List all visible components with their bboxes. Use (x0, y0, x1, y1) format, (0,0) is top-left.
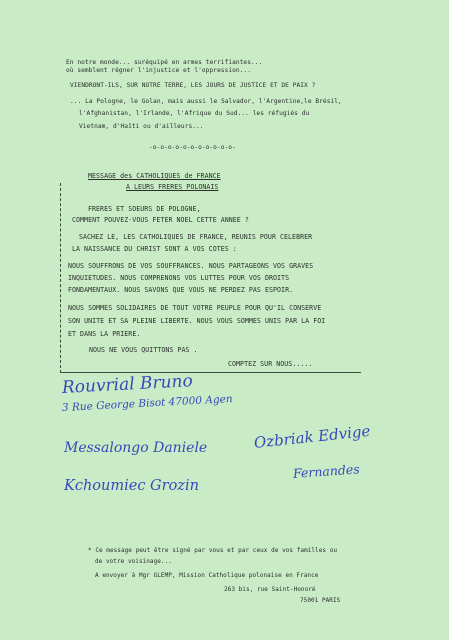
intro-line-1: En notre monde... suréquipé en armes terrifiantes... (66, 59, 263, 66)
intro-question: VIENDRONT-ILS, SUR NOTRE TERRE, LES JOURS DE JUSTICE ET DE PAIX ? (70, 82, 316, 89)
footer-note-1: * Ce message peut être signé par vous et par ceux de vos familles ou (88, 547, 338, 554)
signature-2: Messalongo Daniele (64, 440, 208, 456)
signature-1-address: 3 Rue George Bisot 47000 Agen (61, 393, 233, 414)
signature-4: Fernandes (292, 461, 361, 481)
message-p2b: LA NAISSANCE DU CHRIST SONT A VOS COTES : (72, 245, 237, 253)
message-p3c: FONDAMENTAUX. NOUS SAVONS QUE VOUS NE PERDEZ PAS ESPOIR. (68, 286, 294, 294)
signature-1: Rouvrial Bruno (61, 371, 194, 398)
message-p3a: NOUS SOUFFRONS DE VOS SOUFFRANCES. NOUS PARTAGEONS VOS GRAVES (68, 262, 314, 270)
message-title-2: A LEURS FRERES POLONAIS (126, 183, 219, 191)
intro-list-3: Vietnam, d'Haïti ou d'ailleurs... (79, 123, 204, 130)
footer-note-2: de votre voisinage... (95, 558, 172, 565)
message-p4c: ET DANS LA PRIERE. (68, 330, 141, 338)
message-p1b: COMMENT POUVEZ-VOUS FETER NOEL CETTE ANNEE ? (72, 216, 249, 224)
intro-list-1: ... La Pologne, le Golan, mais aussi le Salvador, l'Argentine,le Brésil, (70, 98, 342, 105)
footer-address-2: 75001 PARIS (300, 597, 341, 604)
intro-list-2: l'Afghanistan, l'Irlande, l'Afrique du Sud... les réfugiés du (79, 110, 310, 117)
intro-line-2: où semblent régner l'injustice et l'oppression... (66, 67, 251, 74)
message-closing: COMPTEZ SUR NOUS..... (228, 360, 313, 368)
message-p3b: INQUIETUDES. NOUS COMPRENONS VOS LUTTES POUR VOS DROITS (68, 274, 290, 282)
message-p2a: SACHEZ LE, LES CATHOLIQUES DE FRANCE, REUNIS POUR CELEBRER (79, 233, 313, 241)
message-p4b: SON UNITE ET SA PLEINE LIBERTE. NOUS VOUS SOMMES UNIS PAR LA FOI (68, 317, 326, 325)
separator: -o-o-o-o-o-o-o-o-o-o-o- (149, 144, 236, 151)
message-p1a: FRERES ET SOEURS DE POLOGNE, (88, 205, 201, 213)
footer-send: A envoyer à Mgr GLEMP, Mission Catholique polonaise en France (95, 572, 319, 579)
footer-address-1: 263 bis, rue Saint-Honoré (224, 586, 316, 593)
message-p5: NOUS NE VOUS QUITTONS PAS . (89, 346, 198, 354)
signature-5: Kchoumiec Grozin (64, 478, 199, 494)
signature-3: Ozbriak Edvige (253, 421, 372, 452)
message-title-1: MESSAGE des CATHOLIQUES de FRANCE (88, 172, 221, 180)
message-p4a: NOUS SOMMES SOLIDAIRES DE TOUT VOTRE PEUPLE POUR QU'IL CONSERVE (68, 304, 322, 312)
